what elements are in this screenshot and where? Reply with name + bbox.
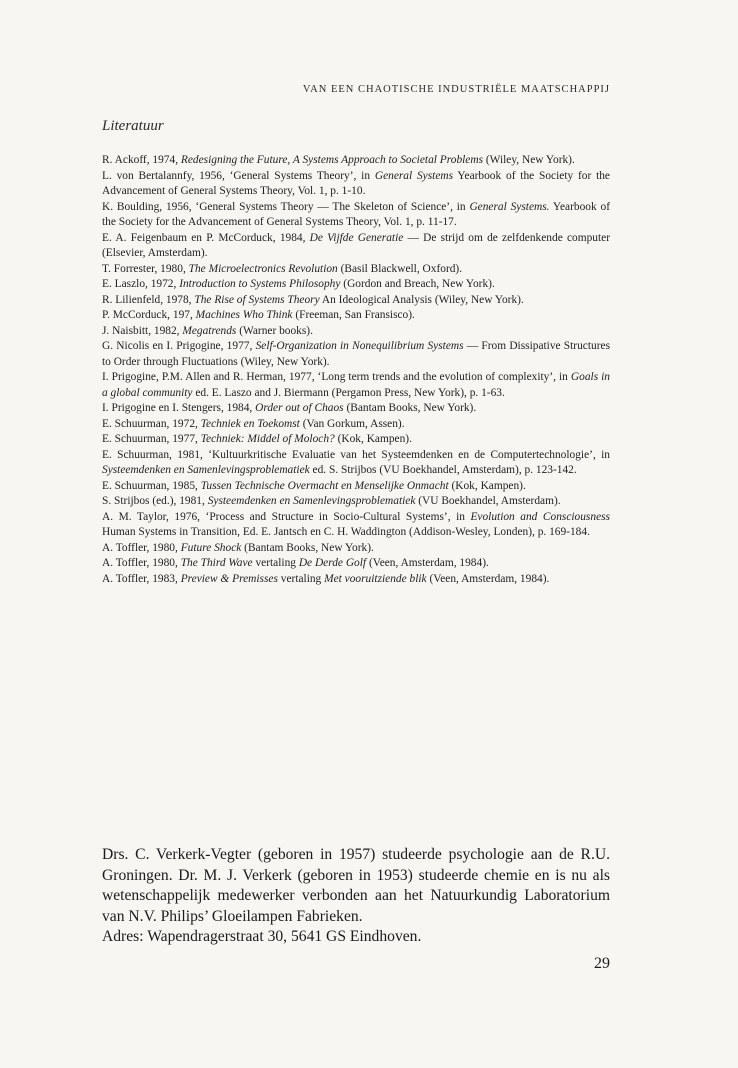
author-bio-paragraph: Drs. C. Verkerk-Vegter (geboren in 1957) studeerde psychologie aan de R.U. Groningen. Dr. M. J. Verkerk (geboren in 1953) studeerde chemie en is nu als wetenschappelijk medewerker verbonden aan het Natuurkundig Laboratorium van N.V. Philips’ Gloeilampen Fabrieken. [102,846,610,925]
reference-item: A. M. Taylor, 1976, ‘Process and Structure in Socio-Cultural Systems’, in Evolution and Consciousness Human Systems in Transition, Ed. E. Jantsch en C. H. Waddington (Addison-Wesley, Londen), p. 169-184. [102,510,610,538]
page-number: 29 [594,955,610,972]
author-address: Adres: Wapendragerstraat 30, 5641 GS Eindhoven. [102,928,422,945]
reference-item: E. A. Feigenbaum en P. McCorduck, 1984, De Vijfde Generatie — De strijd om de zelfdenkende computer (Elsevier, Amsterdam). [102,231,610,259]
reference-item: E. Laszlo, 1972, Introduction to Systems Philosophy (Gordon and Breach, New York). [102,278,495,290]
reference-item: R. Lilienfeld, 1978, The Rise of Systems Theory An Ideological Analysis (Wiley, New York). [102,293,524,306]
reference-item: E. Schuurman, 1977, Techniek: Middel of Moloch? (Kok, Kampen). [102,433,412,445]
reference-item: I. Prigogine en I. Stengers, 1984, Order out of Chaos (Bantam Books, New York). [102,402,477,414]
reference-item: K. Boulding, 1956, ‘General Systems Theory — The Skeleton of Science’, in General Systems. Yearbook of the Society for the Advancement of General Systems Theory, Vol. 1, p. 11-17. [102,200,610,228]
reference-item: G. Nicolis en I. Prigogine, 1977, Self-Organization in Nonequilibrium Systems — From Dissipative Structures to Order through Fluctuations (Wiley, New York). [102,340,610,368]
reference-item: A. Toffler, 1980, Future Shock (Bantam Books, New York). [102,541,374,554]
author-bio [102,845,610,948]
reference-item: E. Schuurman, 1981, ‘Kultuurkritische Evaluatie van het Systeemdenken en de Computertechnologie’, in Systeemdenken en Samenlevingsproblematiek ed. S. Strijbos (VU Boekhandel, Amsterdam), p. 123-142. [102,448,610,476]
reference-item: R. Ackoff, 1974, Redesigning the Future, A Systems Approach to Societal Problems (Wiley, New York). [102,154,575,166]
reference-item: T. Forrester, 1980, The Microelectronics Revolution (Basil Blackwell, Oxford). [102,262,463,275]
reference-item: A. Toffler, 1983, Preview & Premisses vertaling Met vooruitziende blik (Veen, Amsterdam, 1984). [102,572,550,585]
reference-item: E. Schuurman, 1985, Tussen Technische Overmacht en Menselijke Onmacht (Kok, Kampen). [102,479,526,492]
reference-item: I. Prigogine, P.M. Allen and R. Herman, 1977, ‘Long term trends and the evolution of complexity’, in Goals in a global community ed. E. Laszo and J. Biermann (Pergamon Press, New York), p. 1-63. [102,371,610,399]
reference-item: E. Schuurman, 1972, Techniek en Toekomst (Van Gorkum, Assen). [102,417,405,430]
reference-item: P. McCorduck, 197, Machines Who Think (Freeman, San Fransisco). [102,309,415,321]
reference-item: A. Toffler, 1980, The Third Wave vertaling De Derde Golf (Veen, Amsterdam, 1984). [102,557,489,569]
reference-item: S. Strijbos (ed.), 1981, Systeemdenken en Samenlevingsproblematiek (VU Boekhandel, Amsterdam). [102,495,561,507]
reference-item: J. Naisbitt, 1982, Megatrends (Warner books). [102,324,313,337]
section-title: Literatuur [102,118,164,134]
reference-item: L. von Bertalannfy, 1956, ‘General Systems Theory’, in General Systems Yearbook of the Society for the Advancement of General Systems Theory, Vol. 1, p. 1-10. [102,169,610,197]
running-head: VAN EEN CHAOTISCHE INDUSTRIËLE MAATSCHAPPIJ [302,84,610,95]
reference-list [102,153,610,587]
